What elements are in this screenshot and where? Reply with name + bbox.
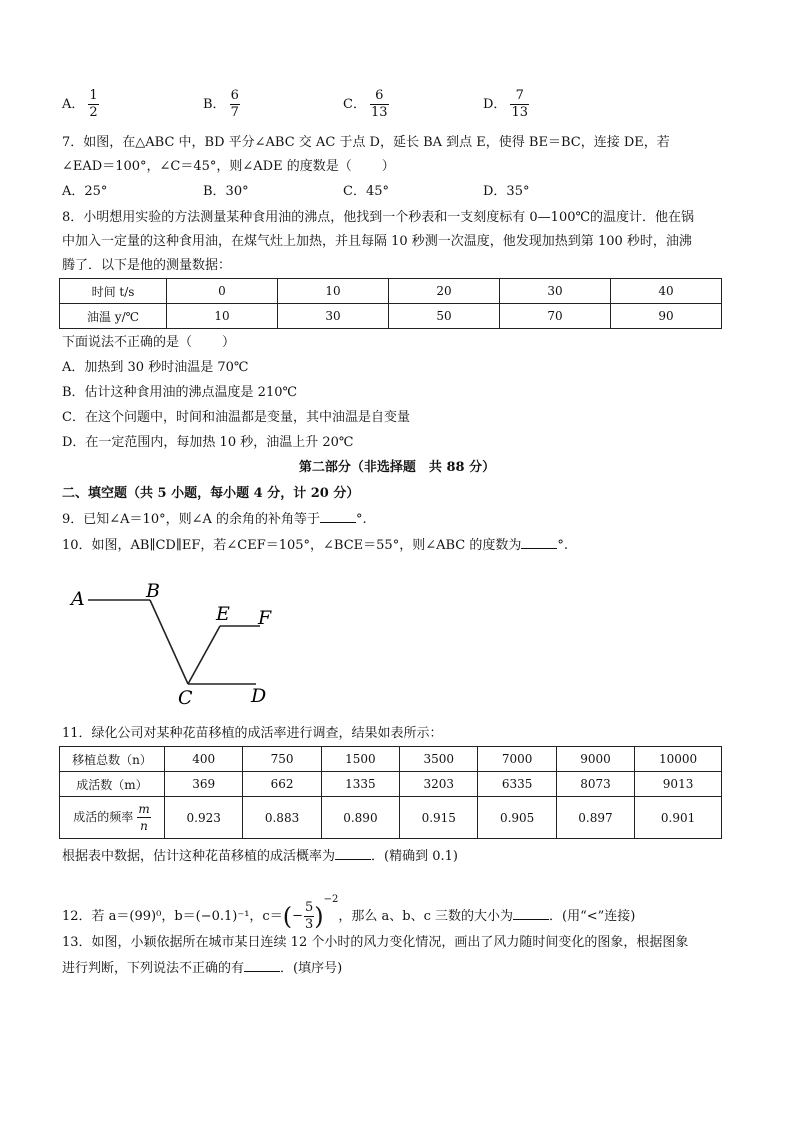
q6-a-label: A．	[62, 97, 85, 112]
frequency-fraction	[137, 801, 150, 834]
q9-question-text: 9．已知∠A＝10°，则∠A 的余角的补角等于	[62, 512, 321, 527]
q9-answer-blank[interactable]	[320, 509, 356, 523]
table-cell: 0	[167, 279, 278, 304]
q8-table-row-time	[60, 279, 722, 304]
q11-after-end: ．(精确到 0.1)	[371, 849, 458, 864]
q8-paren-close: ）	[222, 335, 236, 350]
q7-option-b: B．30°	[203, 184, 249, 199]
table-cell: 30	[278, 304, 389, 329]
line-ce	[188, 626, 220, 684]
point-label-d: D	[251, 685, 267, 707]
q8-option-d: D．在一定范围内，每加热 10 秒，油温上升 20℃	[62, 435, 354, 450]
q6-option-d	[483, 88, 529, 121]
frequency-label: 成活的频率	[73, 810, 134, 824]
q6-option-a	[62, 88, 99, 121]
frequency-denominator: n	[140, 819, 148, 833]
q7-question-text: ∠EAD＝100°，∠C＝45°，则∠ADE 的度数是（	[62, 159, 352, 174]
q6-c-label: C．	[343, 97, 366, 112]
q9-end: °.	[356, 512, 367, 527]
q13-end: ．(填序号)	[280, 961, 343, 976]
table-cell: 662	[243, 772, 321, 797]
q6-a-numerator: 1	[89, 88, 98, 103]
section-2-title: 二、填空题（共 5 小题，每小题 4 分，计 20 分）	[62, 486, 360, 501]
table-cell: 0.905	[478, 797, 556, 839]
q6-option-c	[343, 88, 389, 121]
table-cell: 0.923	[165, 797, 243, 839]
q12-fraction	[304, 900, 314, 933]
q11-table-row-survived	[60, 772, 722, 797]
q8-line-3: 腾了．以下是他的测量数据：	[62, 258, 232, 273]
q12-paren-open: (	[282, 902, 293, 931]
table-cell: 7000	[478, 747, 556, 772]
table-cell: 0.901	[635, 797, 722, 839]
table-cell: 10	[167, 304, 278, 329]
table-cell: 3500	[400, 747, 478, 772]
table-cell: 9013	[635, 772, 722, 797]
q12-text: 12．若 a＝(99)⁰，b＝(−0.1)⁻¹，c＝(− $\frac{5}{3}$ )$^{-2}$，那么 a、b、c 三数的大小为 ．(用“<”连接)	[62, 894, 636, 932]
table-cell: 移植总数（n）	[60, 747, 165, 772]
table-cell: 30	[500, 279, 611, 304]
table-cell: 9000	[556, 747, 634, 772]
q10-answer-blank[interactable]	[521, 535, 557, 549]
q6-b-label: B．	[203, 97, 226, 112]
q6-d-label: D．	[483, 97, 507, 112]
table-cell: 90	[611, 304, 722, 329]
q12-mid: ，那么 a、b、c 三数的大小为	[338, 909, 514, 924]
q13-line-1: 13．如图，小颖依据所在城市某日连续 12 个小时的风力变化情况，画出了风力随时间变化的图象，根据图象	[62, 935, 689, 950]
q7-option-d: D．35°	[483, 184, 530, 199]
q8-line-2: 中加入一定量的这种食用油，在煤气灶上加热，并且每隔 10 秒测一次温度，他发现加热到第 100 秒时，油沸	[62, 234, 692, 249]
table-cell: 3203	[400, 772, 478, 797]
q12-denominator: 3	[305, 917, 314, 932]
q6-b-fraction	[230, 88, 240, 121]
table-cell: 0.883	[243, 797, 321, 839]
q8-option-c: C．在这个问题中，时间和油温都是变量，其中油温是自变量	[62, 410, 410, 425]
point-label-c: C	[178, 687, 193, 708]
q12-end: ．(用“<”连接)	[549, 909, 636, 924]
q6-a-fraction	[88, 88, 98, 121]
point-label-f: F	[258, 607, 272, 629]
q8-option-a: A．加热到 30 秒时油温是 70℃	[62, 360, 249, 375]
table-cell: 50	[389, 304, 500, 329]
point-label-b: B	[146, 580, 160, 602]
table-cell: 1335	[321, 772, 399, 797]
q8-question-text: 下面说法不正确的是（	[62, 335, 193, 350]
table-cell: 1500	[321, 747, 399, 772]
table-cell: 8073	[556, 772, 634, 797]
q7-line-1: 7．如图，在△ABC 中，BD 平分∠ABC 交 AC 于点 D，延长 BA 到点 E，使得 BE＝BC，连接 DE，若	[62, 135, 670, 150]
table-cell: 0.890	[321, 797, 399, 839]
q10-text	[62, 535, 568, 555]
table-cell: 750	[243, 747, 321, 772]
q6-c-fraction	[370, 88, 389, 121]
q10-end: °.	[557, 538, 568, 553]
q11-answer-blank[interactable]	[335, 846, 371, 860]
table-cell: 成活数（m）	[60, 772, 165, 797]
table-cell: 40	[611, 279, 722, 304]
q8-option-b: B．估计这种食用油的沸点温度是 210℃	[62, 385, 298, 400]
q6-d-numerator: 7	[510, 88, 529, 105]
table-cell: 时间 t/s	[60, 279, 167, 304]
q8-data-table	[59, 278, 722, 329]
q8-line-1: 8．小明想用实验的方法测量某种食用油的沸点，他找到一个秒表和一支刻度标有 0—100℃的温度计．他在锅	[62, 210, 695, 225]
table-cell: 369	[165, 772, 243, 797]
q12-paren-close: )	[314, 902, 324, 931]
frequency-numerator: m	[138, 802, 150, 816]
q6-d-fraction	[510, 88, 529, 121]
q13-question-text: 进行判断，下列说法不正确的有	[62, 961, 245, 976]
q11-after-text: 根据表中数据，估计这种花苗移植的成活概率为	[62, 849, 336, 864]
q11-table-row-frequency	[60, 797, 722, 839]
q12-start: 12．若 a＝(99)⁰，b＝(−0.1)⁻¹，c＝	[62, 909, 283, 924]
q10-question-text: 10．如图，AB∥CD∥EF，若∠CEF＝105°，∠BCE＝55°，则∠ABC 的度数为	[62, 538, 522, 553]
q6-b-numerator: 6	[230, 88, 239, 103]
q6-b-denominator: 7	[230, 105, 239, 120]
q11-after	[62, 846, 458, 866]
table-cell: 6335	[478, 772, 556, 797]
line-bc	[150, 600, 188, 684]
q10-geometry-figure	[68, 574, 272, 708]
q6-c-denominator: 13	[370, 105, 388, 120]
q13-line-2	[62, 958, 342, 978]
table-cell: 10000	[635, 747, 722, 772]
table-cell: 400	[165, 747, 243, 772]
q12-answer-blank[interactable]	[513, 906, 549, 920]
q12-numerator: 5	[305, 900, 314, 915]
q13-answer-blank[interactable]	[244, 958, 280, 972]
point-label-a: A	[71, 588, 85, 610]
table-cell: 10	[278, 279, 389, 304]
q11-data-table	[59, 746, 722, 839]
table-cell: 0.897	[556, 797, 634, 839]
table-cell: 油温 y/℃	[60, 304, 167, 329]
q7-option-c: C．45°	[343, 184, 389, 199]
table-cell: 20	[389, 279, 500, 304]
q6-c-numerator: 6	[370, 88, 389, 105]
table-cell: 0.915	[400, 797, 478, 839]
q7-line-2	[62, 158, 395, 176]
q6-d-denominator: 13	[511, 105, 528, 120]
q6-a-denominator: 2	[89, 105, 98, 120]
q7-paren-close: ）	[381, 159, 395, 174]
q8-question	[62, 334, 235, 352]
q6-option-b	[203, 88, 240, 121]
point-label-e: E	[216, 603, 230, 625]
q11-text: 11．绿化公司对某种花苗移植的成活率进行调查，结果如表所示：	[62, 726, 443, 741]
part-2-title: 第二部分（非选择题 共 88 分）	[298, 460, 496, 475]
q8-table-row-temp	[60, 304, 722, 329]
q9-text	[62, 509, 367, 529]
q11-table-row-total	[60, 747, 722, 772]
q7-option-a: A．25°	[62, 184, 108, 199]
table-cell-frequency-label	[60, 797, 165, 839]
table-cell: 70	[500, 304, 611, 329]
